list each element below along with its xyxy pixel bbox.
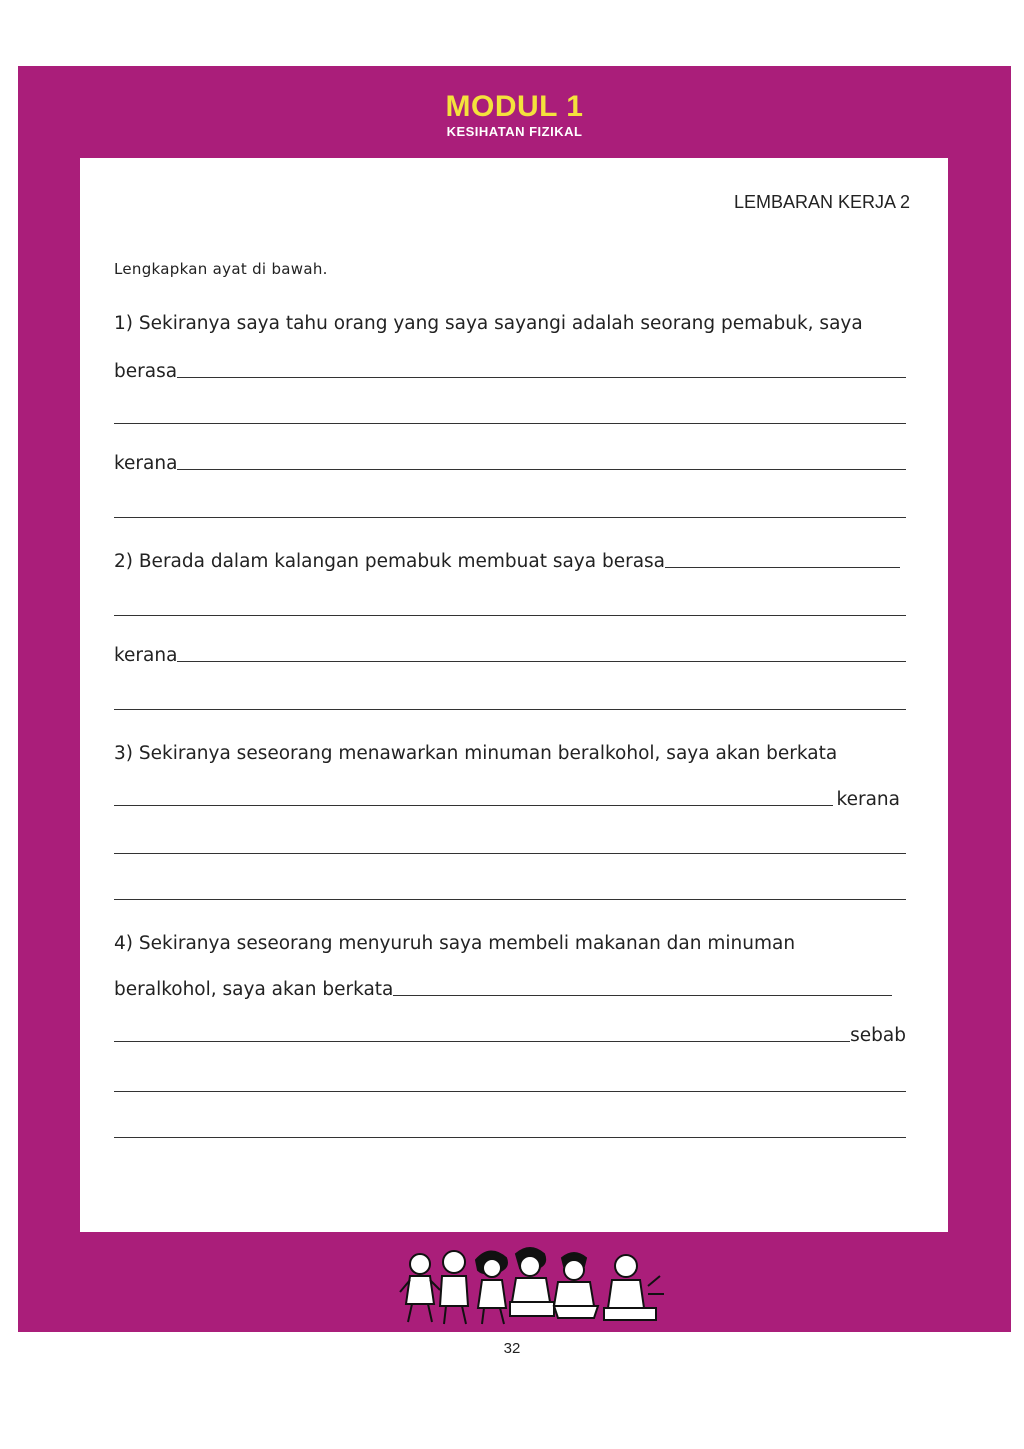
- q4-line-4: [114, 1068, 906, 1096]
- q4-answer-blank-2[interactable]: [114, 1041, 850, 1042]
- module-subtitle: KESIHATAN FIZIKAL: [446, 124, 583, 139]
- children-clipart-illustration: [398, 1246, 668, 1326]
- q3-prompt: 3) Sekiranya seseorang menawarkan minuman beralkohol, saya akan berkata: [114, 743, 838, 764]
- module-title: MODUL 1: [445, 90, 584, 123]
- q2-answer-blank-2[interactable]: [114, 615, 906, 616]
- q4-sebab-label: sebab: [850, 1025, 906, 1046]
- q1-line-5: [114, 494, 906, 522]
- q3-line-3: [114, 830, 906, 858]
- q3-line-4: [114, 876, 906, 904]
- q4-line-5: [114, 1114, 906, 1142]
- q4-berkata-label: beralkohol, saya akan berkata: [114, 979, 394, 1000]
- q1-answer-blank-4[interactable]: [114, 517, 906, 518]
- worksheet-label: LEMBARAN KERJA 2: [733, 192, 910, 212]
- q4-line-2: [114, 972, 906, 1000]
- q2-answer-blank-3[interactable]: [177, 661, 906, 662]
- q1-line-3: [114, 400, 906, 428]
- q1-answer-blank-3[interactable]: [177, 469, 906, 470]
- q2-answer-blank-1[interactable]: [665, 567, 900, 568]
- q2-line-3: [114, 638, 906, 666]
- q3-line-2: [114, 782, 906, 810]
- q1-answer-blank-2[interactable]: [114, 423, 906, 424]
- q4-answer-blank-3[interactable]: [114, 1091, 906, 1092]
- q2-prompt: 2) Berada dalam kalangan pemabuk membuat saya berasa: [114, 551, 666, 572]
- page-frame: [18, 66, 1011, 1332]
- q1-kerana-label: kerana: [114, 453, 178, 474]
- q2-kerana-label: kerana: [114, 645, 178, 666]
- q4-answer-blank-4[interactable]: [114, 1137, 906, 1138]
- q4-answer-blank-1[interactable]: [393, 995, 892, 996]
- q3-answer-blank-1[interactable]: [114, 805, 833, 806]
- q2-line-1: [114, 544, 906, 572]
- q2-line-2: [114, 592, 906, 620]
- q4-line-1: [114, 926, 906, 954]
- q1-line-2: [114, 354, 906, 382]
- q3-kerana-label: kerana: [836, 789, 900, 810]
- q1-line-4: [114, 446, 906, 474]
- q1-prompt: 1) Sekiranya saya tahu orang yang saya sayangi adalah seorang pemabuk, saya: [114, 313, 863, 334]
- q3-line-1: [114, 736, 906, 764]
- q3-answer-blank-2[interactable]: [114, 853, 906, 854]
- q4-prompt: 4) Sekiranya seseorang menyuruh saya membeli makanan dan minuman: [114, 933, 796, 954]
- q3-answer-blank-3[interactable]: [114, 899, 906, 900]
- q4-line-3: [114, 1018, 906, 1046]
- instruction-text: Lengkapkan ayat di bawah.: [114, 260, 328, 278]
- q2-line-4: [114, 686, 906, 714]
- worksheet: [80, 158, 948, 1232]
- q1-line-1: [114, 306, 906, 334]
- q1-berasa-label: berasa: [114, 361, 178, 382]
- page-number: 32: [503, 1340, 521, 1357]
- q2-answer-blank-4[interactable]: [114, 709, 906, 710]
- q1-answer-blank-1[interactable]: [177, 377, 906, 378]
